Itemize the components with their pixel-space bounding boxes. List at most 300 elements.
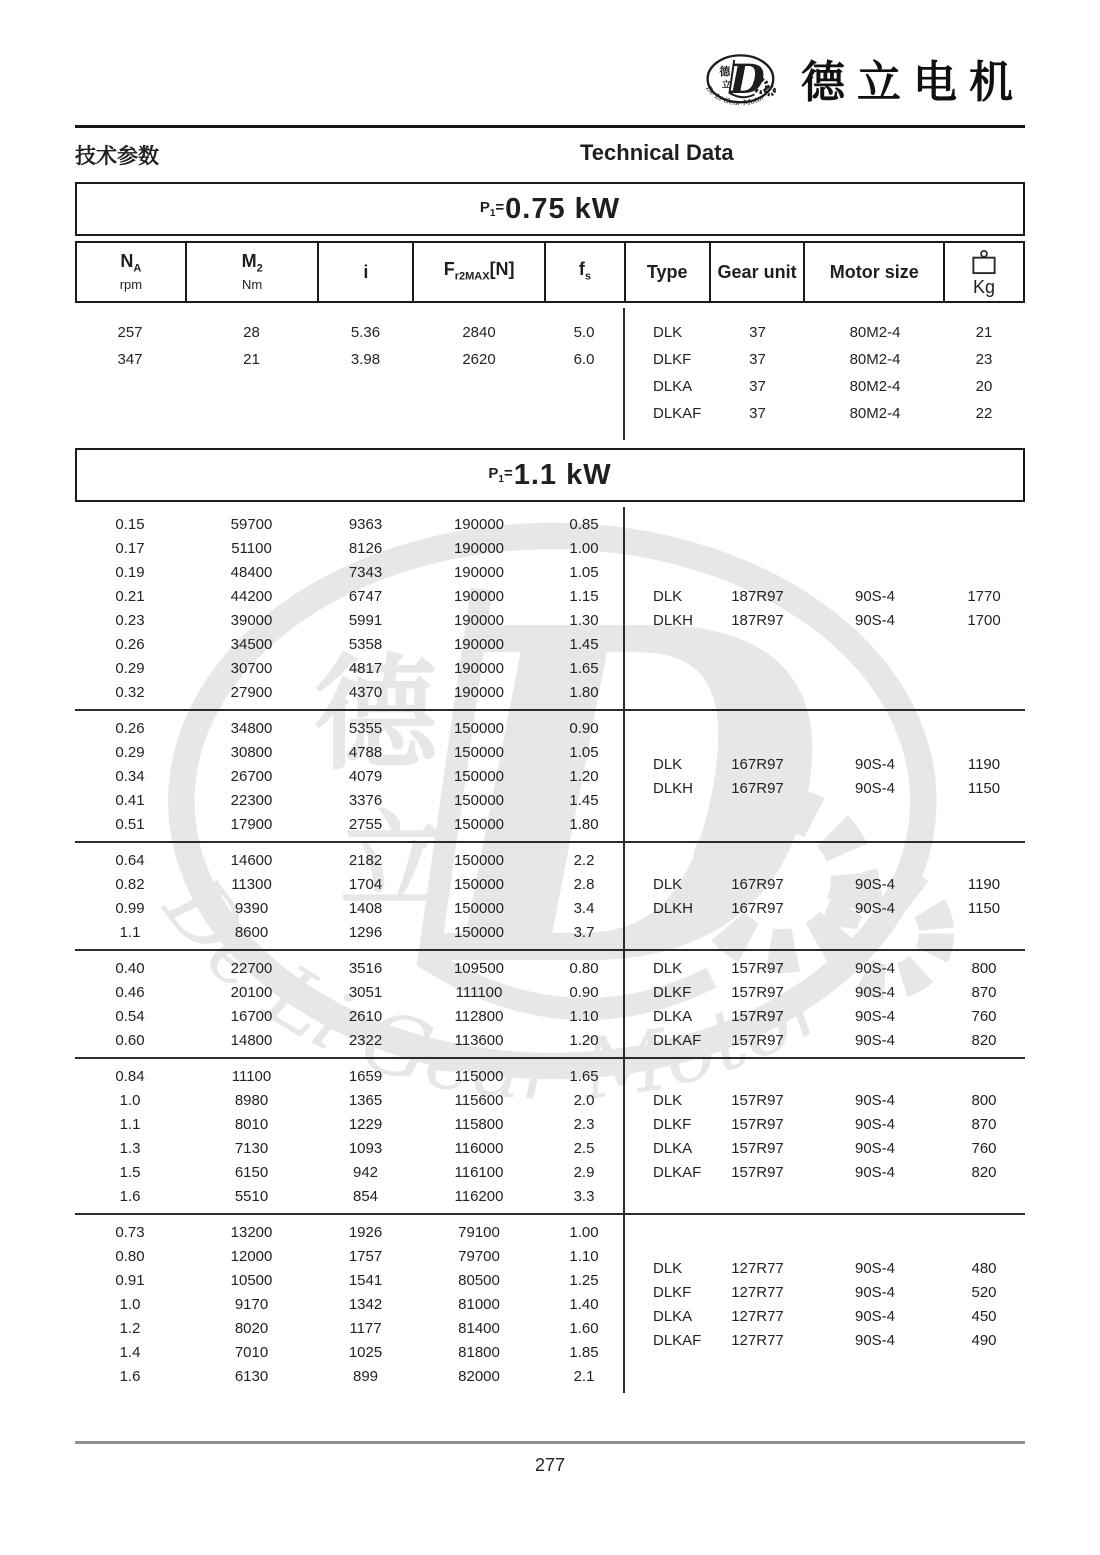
cell-na: 1.1 [119,1115,141,1133]
data-section-11 [75,507,1025,1393]
cell-m2: 17900 [230,815,273,833]
data-section-075 [75,308,1025,440]
cell-na: 1.6 [119,1187,141,1205]
cell-kg: 800 [971,1091,997,1109]
cell-na: 0.99 [115,899,145,917]
cell-m2: 11100 [231,1067,272,1085]
brand-header [75,45,1025,121]
cell-fr2max: 109500 [453,959,505,977]
cell-m2: 39000 [230,611,273,629]
cell-type: DLKA [653,378,693,395]
cell-na: 0.91 [115,1271,145,1289]
cell-i: 2610 [348,1007,383,1025]
cell-type: DLKAF [653,1163,702,1181]
cell-type: DLKF [653,1115,692,1133]
cell-m2: 12000 [230,1247,273,1265]
cell-na: 0.54 [115,1007,145,1025]
cell-m2: 8600 [234,923,269,941]
cell-i: 5991 [348,611,383,629]
cell-type: DLKH [653,779,694,797]
cell-kg: 1190 [967,875,1001,893]
cell-motor-size: 90S-4 [854,779,896,797]
cell-m2: 34500 [230,635,273,653]
cell-kg: 870 [971,1115,997,1133]
cell-fr2max: 112800 [454,1007,504,1025]
cell-fr2max: 190000 [453,683,505,701]
table-row [75,346,623,373]
type-columns [625,951,1023,1057]
cell-fs: 0.80 [569,959,599,977]
cell-i: 5.36 [350,324,381,341]
cell-fs: 6.0 [573,351,595,368]
cell-motor-size: 80M2-4 [849,351,901,368]
table-row [625,1028,1023,1052]
performance-columns [75,507,625,709]
cell-m2: 9170 [234,1295,269,1313]
cell-m2: 7010 [234,1343,269,1361]
table-row [75,956,623,980]
cell-fs: 2.5 [573,1139,595,1157]
cell-i: 942 [352,1163,379,1181]
cell-i: 3.98 [350,351,381,368]
cell-type: DLK [653,587,683,605]
cell-na: 1.0 [119,1091,141,1109]
table-row [625,980,1023,1004]
table-row [625,896,1023,920]
cell-motor-size: 80M2-4 [849,378,901,395]
cell-fs: 2.8 [573,875,595,893]
cell-kg: 450 [971,1307,997,1325]
table-row [75,980,623,1004]
cell-type: DLKAF [653,405,702,422]
header-rule [75,125,1025,128]
cell-fs: 1.40 [569,1295,599,1313]
performance-columns [75,843,625,949]
cell-i: 4079 [348,767,383,785]
cell-kg: 760 [971,1007,997,1025]
cell-fs: 0.90 [569,719,599,737]
cell-type: DLKA [653,1007,693,1025]
cell-type: DLK [653,959,683,977]
performance-columns [75,711,625,841]
cell-m2: 26700 [230,767,273,785]
cell-m2: 27900 [230,683,273,701]
cell-gear-unit: 157R97 [731,1007,784,1025]
col-header-fr2max: $F_{r2MAX}[N]$ [414,243,546,301]
type-columns [625,308,1023,440]
page-title-row [75,140,1025,174]
type-columns [625,1215,1023,1393]
cell-gear-unit: 37 [749,324,766,341]
cell-m2: 8010 [234,1115,269,1133]
cell-na: 0.23 [115,611,145,629]
cell-gear-unit: 157R97 [731,959,784,977]
cell-fr2max: 82000 [458,1367,500,1385]
cell-gear-unit: 157R97 [731,1115,784,1133]
cell-fr2max: 190000 [453,635,505,653]
cell-i: 1342 [348,1295,383,1313]
cell-m2: 10500 [230,1271,273,1289]
cell-kg: 820 [971,1163,997,1181]
table-row [75,848,623,872]
cell-m2: 6130 [234,1367,269,1385]
cell-motor-size: 90S-4 [854,1115,896,1133]
cell-motor-size: 90S-4 [854,755,896,773]
cell-type: DLKA [653,1307,693,1325]
cell-type: DLK [653,755,683,773]
cell-m2: 14800 [230,1031,273,1049]
table-row [625,1160,1023,1184]
cell-gear-unit: 37 [749,405,766,422]
cell-na: 0.34 [115,767,145,785]
table-row [75,319,623,346]
cell-na: 1.0 [119,1295,141,1313]
cell-motor-size: 90S-4 [854,587,896,605]
cell-i: 1408 [348,899,383,917]
cell-na: 0.84 [115,1067,145,1085]
cell-fs: 1.00 [569,1223,599,1241]
cell-kg: 1770 [967,587,1001,605]
table-row [625,872,1023,896]
col-header-m2: $M_2$ Nm [187,243,320,301]
table-row [75,1112,623,1136]
cell-fr2max: 150000 [453,815,505,833]
table-row [75,764,623,788]
cell-fr2max: 190000 [453,563,505,581]
cell-fr2max: 115800 [454,1115,504,1133]
cell-fs: 5.0 [573,324,595,341]
table-header [75,241,1025,303]
cell-kg: 760 [971,1139,997,1157]
table-row [625,400,1023,427]
cell-na: 0.51 [115,815,145,833]
cell-motor-size: 90S-4 [854,1031,896,1049]
table-row [625,319,1023,346]
cell-i: 1025 [348,1343,383,1361]
table-row [75,632,623,656]
data-group [75,841,1025,949]
cell-i: 3516 [348,959,383,977]
cell-kg: 520 [971,1283,997,1301]
cell-fs: 1.10 [569,1247,599,1265]
table-row [75,1220,623,1244]
cell-fs: 1.85 [569,1343,599,1361]
cell-gear-unit: 167R97 [731,755,784,773]
cell-motor-size: 90S-4 [854,611,896,629]
cell-fr2max: 190000 [453,659,505,677]
type-columns [625,507,1023,709]
cell-na: 1.3 [119,1139,141,1157]
cell-motor-size: 90S-4 [854,1331,896,1349]
data-group [75,1057,1025,1213]
cell-fs: 2.2 [573,851,595,869]
cell-motor-size: 80M2-4 [849,324,901,341]
cell-kg: 1700 [967,611,1001,629]
cell-fs: 1.05 [569,743,599,761]
cell-kg: 1150 [967,779,1001,797]
cell-type: DLKH [653,611,694,629]
cell-i: 1541 [348,1271,383,1289]
performance-columns [75,951,625,1057]
cell-gear-unit: 157R97 [731,1139,784,1157]
cell-na: 0.26 [115,635,145,653]
col-header-fs: $f_s$ [546,243,626,301]
cell-i: 1926 [348,1223,383,1241]
cell-na: 347 [117,351,143,368]
cell-fs: 1.30 [569,611,599,629]
cell-m2: 51100 [231,539,272,557]
table-row [75,1364,623,1388]
cell-fr2max: 116100 [454,1163,504,1181]
cell-motor-size: 90S-4 [854,1139,896,1157]
cell-fs: 3.7 [573,923,595,941]
cell-i: 1177 [349,1319,382,1337]
cell-type: DLK [653,1091,683,1109]
cell-m2: 11300 [231,875,272,893]
cell-i: 1757 [348,1247,383,1265]
cell-i: 8126 [348,539,383,557]
cell-na: 0.40 [115,959,145,977]
cell-fs: 1.80 [569,815,599,833]
cell-kg: 490 [971,1331,997,1349]
cell-type: DLKF [653,983,692,1001]
cell-fr2max: 81800 [458,1343,500,1361]
cell-m2: 22300 [230,791,273,809]
cell-type: DLK [653,324,683,341]
cell-fr2max: 150000 [453,851,505,869]
table-row [75,1028,623,1052]
table-row [75,656,623,680]
cell-kg: 21 [975,324,993,341]
cell-fr2max: 150000 [453,767,505,785]
brand-name: 德立电机 [801,57,1025,108]
cell-fr2max: 116200 [454,1187,504,1205]
cell-i: 6747 [348,587,383,605]
cell-fr2max: 115600 [454,1091,504,1109]
cell-gear-unit: 157R97 [731,983,784,1001]
table-row [625,373,1023,400]
cell-na: 0.60 [115,1031,145,1049]
cell-fr2max: 2620 [462,351,496,368]
cell-kg: 480 [971,1259,997,1277]
cell-fs: 0.90 [569,983,599,1001]
table-row [75,584,623,608]
table-row [625,752,1023,776]
cell-i: 3376 [348,791,383,809]
performance-columns [75,1059,625,1213]
cell-fs: 1.00 [569,539,599,557]
cell-fs: 1.05 [569,563,599,581]
power-title-11 [75,448,1025,502]
cell-type: DLKF [653,1283,692,1301]
cell-motor-size: 90S-4 [854,959,896,977]
table-row [75,812,623,836]
cell-fr2max: 81400 [458,1319,500,1337]
cell-fr2max: 150000 [453,791,505,809]
cell-fs: 3.3 [573,1187,595,1205]
cell-m2: 20100 [230,983,273,1001]
catalog-page [75,0,1025,1476]
table-row [625,1004,1023,1028]
table-row [625,1256,1023,1280]
table-row [75,1316,623,1340]
data-group [75,949,1025,1057]
cell-fs: 1.20 [569,767,599,785]
table-row [75,536,623,560]
cell-motor-size: 90S-4 [854,1307,896,1325]
table-row [625,956,1023,980]
table-row [75,896,623,920]
cell-fr2max: 190000 [453,539,505,557]
cell-fs: 0.85 [569,515,599,533]
cell-kg: 870 [971,983,997,1001]
cell-na: 0.41 [115,791,145,809]
cell-na: 0.17 [115,539,145,557]
cell-type: DLKA [653,1139,693,1157]
table-row [625,1328,1023,1352]
cell-gear-unit: 167R97 [731,779,784,797]
cell-na: 0.15 [115,515,145,533]
table-row [625,1088,1023,1112]
cell-i: 1365 [348,1091,383,1109]
power-value: 1.1 kW [513,458,612,491]
cell-fs: 3.4 [573,899,595,917]
brand-logo-icon [695,46,789,121]
table-row [75,608,623,632]
col-header-kg: Kg [945,243,1023,301]
cell-fr2max: 79700 [458,1247,500,1265]
type-columns [625,843,1023,949]
cell-i: 1659 [348,1067,383,1085]
cell-i: 9363 [348,515,383,533]
cell-m2: 34800 [230,719,273,737]
table-row [75,920,623,944]
cell-na: 0.19 [115,563,145,581]
cell-fs: 1.65 [569,1067,599,1085]
cell-type: DLK [653,875,683,893]
cell-motor-size: 90S-4 [854,1091,896,1109]
cell-motor-size: 90S-4 [854,983,896,1001]
cell-i: 5355 [348,719,383,737]
cell-i: 4370 [348,683,383,701]
cell-fr2max: 2840 [462,324,496,341]
table-row [75,740,623,764]
table-row [75,680,623,704]
cell-fs: 1.10 [569,1007,599,1025]
cell-m2: 21 [243,351,260,368]
cell-i: 2322 [348,1031,383,1049]
table-row [625,1280,1023,1304]
data-group [75,1213,1025,1393]
table-row [625,608,1023,632]
cell-fs: 2.9 [573,1163,595,1181]
cell-kg: 20 [975,378,993,395]
cell-gear-unit: 157R97 [731,1091,784,1109]
cell-kg: 1190 [967,755,1001,773]
cell-type: DLKAF [653,1031,702,1049]
cell-motor-size: 80M2-4 [849,405,901,422]
type-columns [625,1059,1023,1213]
cell-fr2max: 190000 [453,587,505,605]
cell-fs: 1.15 [569,587,599,605]
table-row [625,776,1023,800]
table-row [75,716,623,740]
cell-kg: 800 [971,959,997,977]
table-row [75,1340,623,1364]
cell-motor-size: 90S-4 [854,899,896,917]
cell-fs: 2.1 [573,1367,595,1385]
cell-kg: 820 [971,1031,997,1049]
cell-na: 0.21 [115,587,145,605]
cell-type: DLKF [653,351,692,368]
cell-na: 1.4 [119,1343,141,1361]
cell-na: 1.2 [119,1319,141,1337]
cell-m2: 16700 [230,1007,273,1025]
cell-fs: 1.20 [569,1031,599,1049]
cell-motor-size: 90S-4 [854,1163,896,1181]
cell-kg: 23 [975,351,993,368]
cell-m2: 14600 [230,851,273,869]
cell-na: 0.64 [115,851,145,869]
cell-fs: 2.3 [573,1115,595,1133]
table-row [75,872,623,896]
cell-fs: 1.25 [569,1271,599,1289]
cell-na: 0.46 [115,983,145,1001]
page-title-en: Technical Data [580,140,734,165]
col-header-na: $N_A$ rpm [77,243,187,301]
cell-gear-unit: 187R97 [731,611,784,629]
cell-gear-unit: 127R77 [731,1283,784,1301]
cell-m2: 59700 [230,515,273,533]
cell-na: 1.1 [119,923,141,941]
cell-fr2max: 116000 [454,1139,504,1157]
cell-na: 0.73 [115,1223,145,1241]
cell-m2: 8980 [234,1091,269,1109]
cell-gear-unit: 37 [749,378,766,395]
cell-na: 0.80 [115,1247,145,1265]
table-row [75,1088,623,1112]
page-number: 277 [534,1455,566,1475]
cell-fs: 1.60 [569,1319,599,1337]
cell-motor-size: 90S-4 [854,1259,896,1277]
cell-fs: 1.65 [569,659,599,677]
power-symbol: $P_1=$ [488,465,513,485]
cell-m2: 44200 [230,587,273,605]
cell-type: DLKH [653,899,694,917]
table-row [75,1244,623,1268]
cell-fr2max: 150000 [453,923,505,941]
performance-columns [75,308,625,440]
data-group [75,507,1025,709]
cell-motor-size: 90S-4 [854,875,896,893]
cell-fr2max: 150000 [453,719,505,737]
table-row [75,788,623,812]
cell-gear-unit: 127R77 [731,1331,784,1349]
data-group [75,709,1025,841]
cell-i: 5358 [348,635,383,653]
col-header-motor-size: Motor size [805,243,945,301]
cell-fs: 2.0 [573,1091,595,1109]
cell-fr2max: 190000 [453,611,505,629]
cell-i: 4817 [348,659,383,677]
cell-motor-size: 90S-4 [854,1007,896,1025]
cell-i: 3051 [348,983,383,1001]
table-row [75,1292,623,1316]
footer-rule [75,1441,1025,1444]
cell-i: 1229 [348,1115,383,1133]
cell-na: 0.82 [115,875,145,893]
table-row [625,1136,1023,1160]
